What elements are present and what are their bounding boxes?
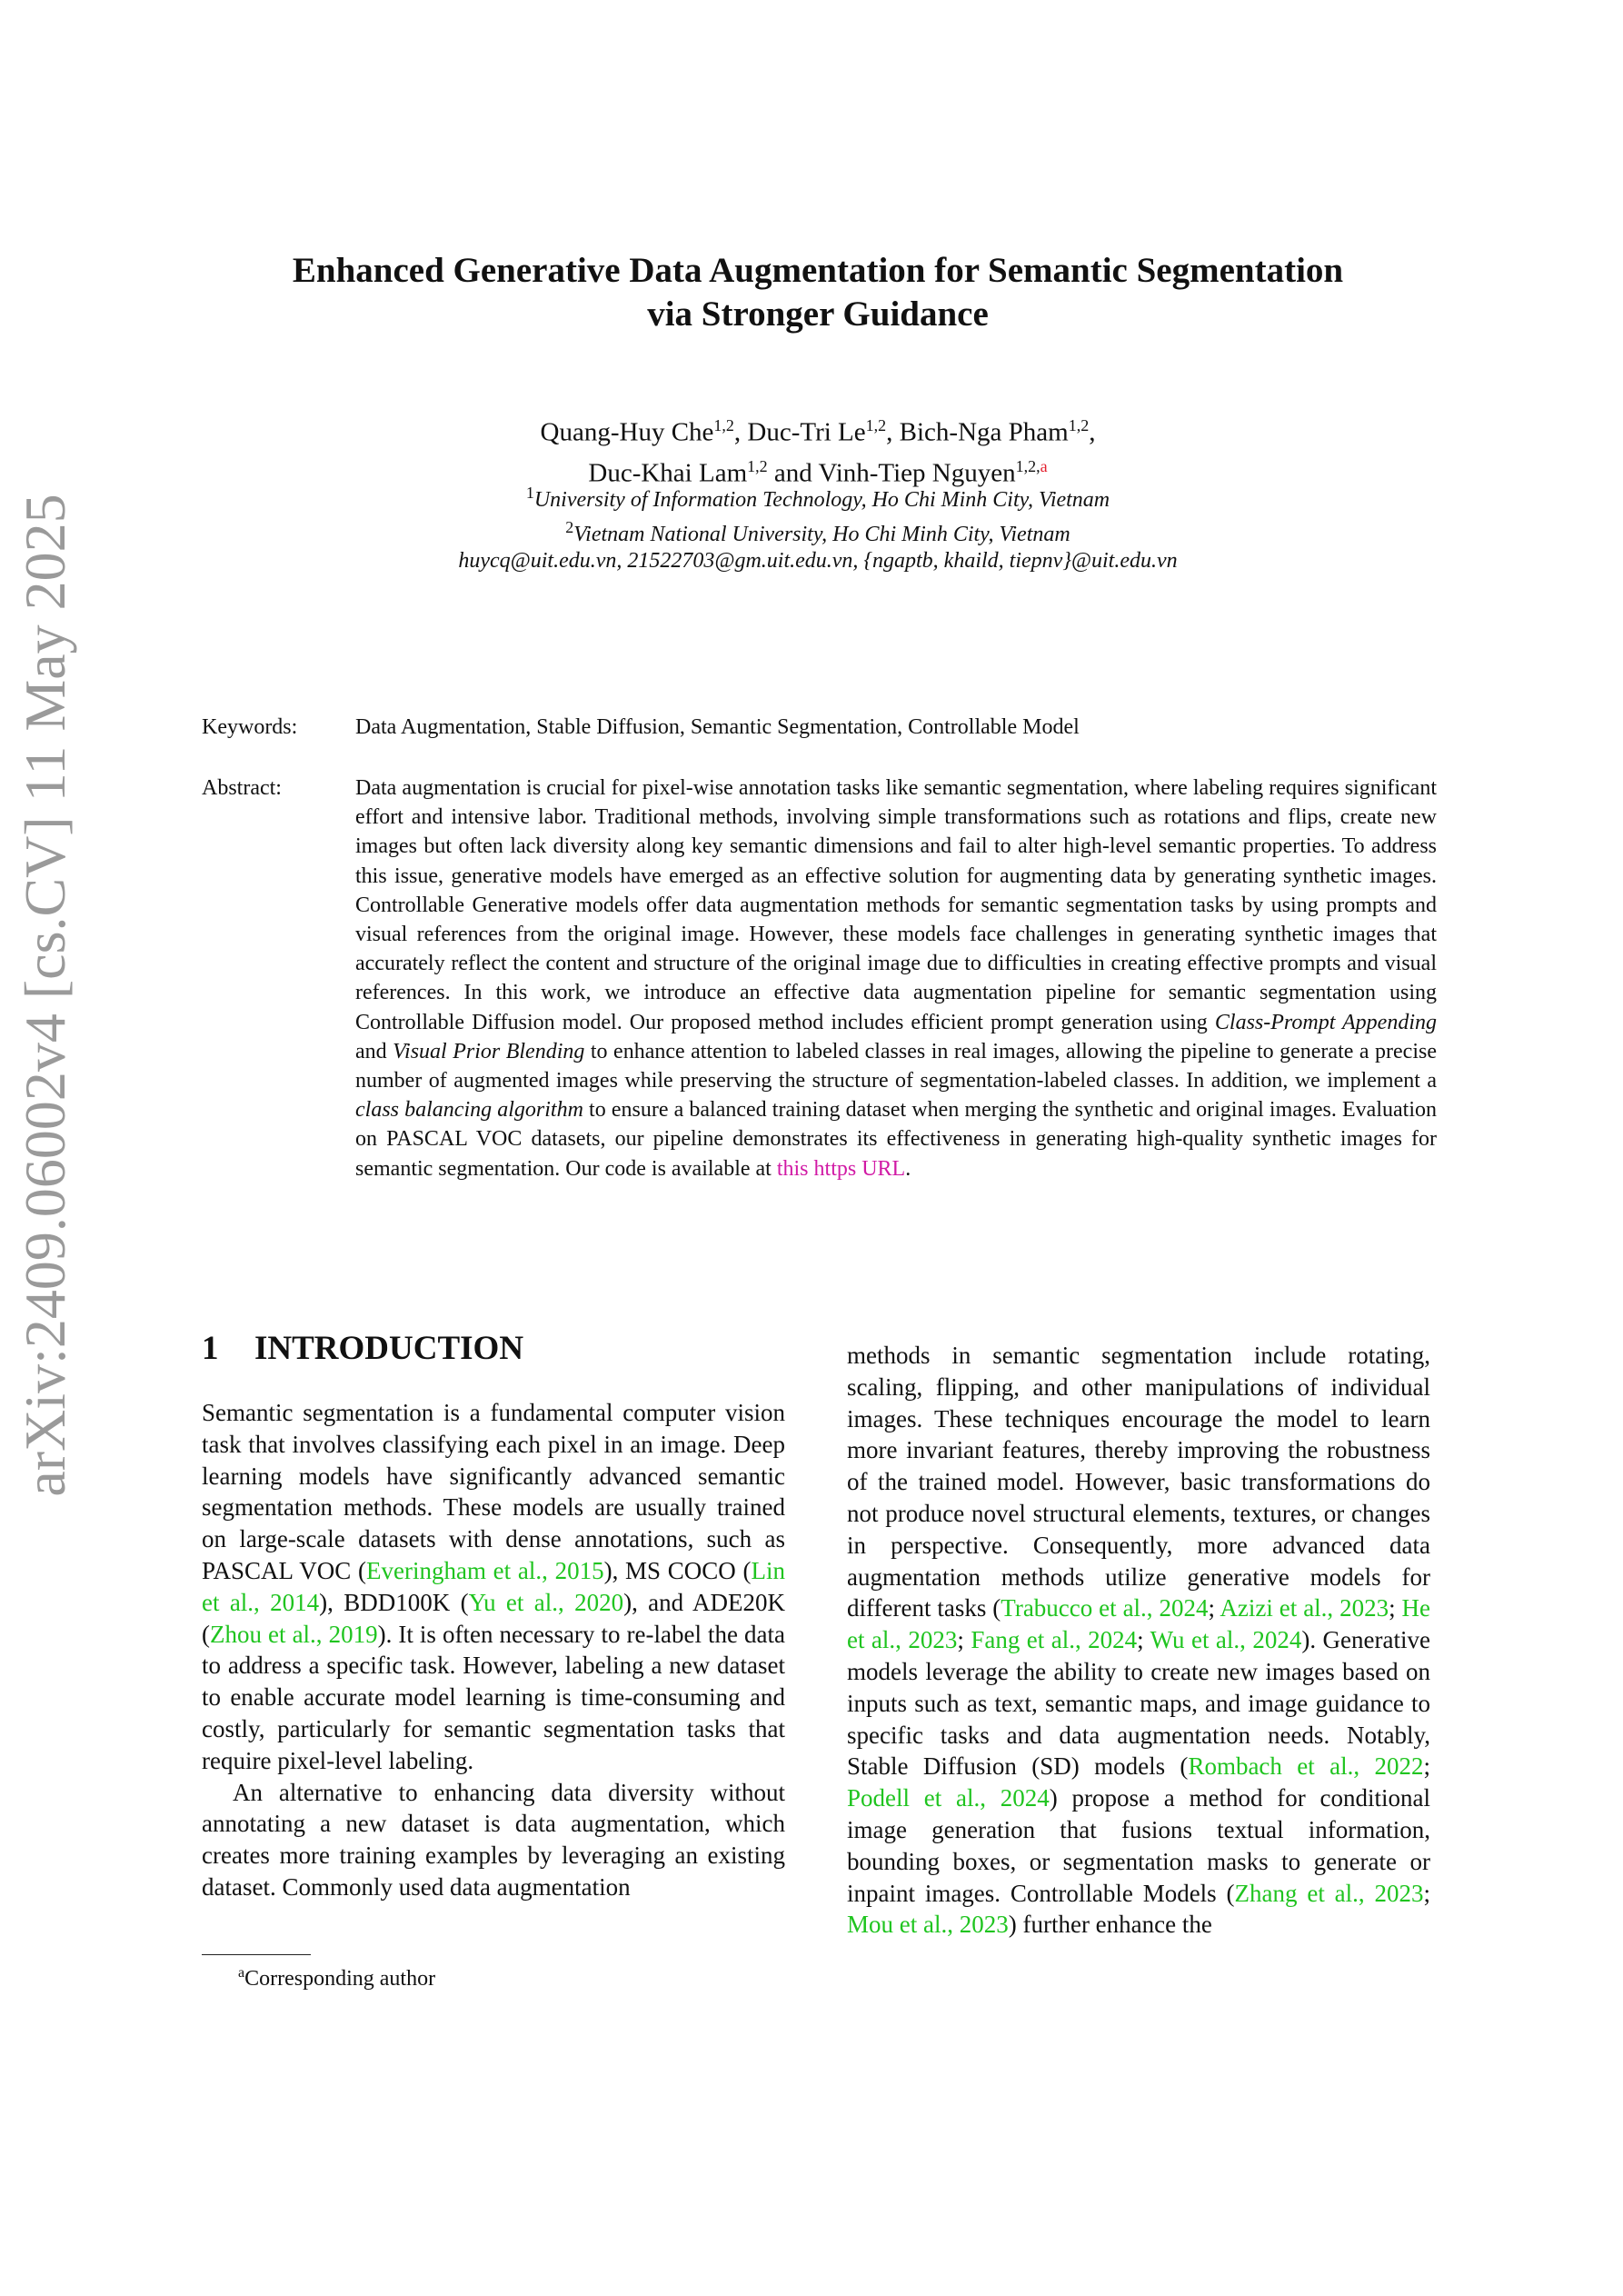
citation-link[interactable]: Azizi et al., 2023 bbox=[1220, 1594, 1389, 1622]
author-line-1: Quang-Huy Che$^{1,2}$, Duc-Tri Le$^{1,2}$, Bich-Nga Pham$^{1,2}$, bbox=[540, 416, 1096, 447]
abstract-span: to enhance attention to labeled classes in real images, allowing the pipeline to generate a precise number of augmented images while preserving the structure of segmentation-labeled classes. In addition, we implement a bbox=[355, 1039, 1437, 1093]
intro-paragraph-1 bbox=[202, 1397, 785, 1777]
affiliation-1 bbox=[182, 478, 1454, 514]
citation-link[interactable]: Everingham et al., 2015 bbox=[366, 1556, 604, 1584]
affiliation-mark: 1 bbox=[525, 484, 534, 502]
citation-link[interactable]: Wu et al., 2024 bbox=[1150, 1626, 1302, 1654]
abstract-span: and bbox=[355, 1039, 393, 1063]
body-text: Semantic segmentation is a fundamental computer vision task that involves classifying each pixel in an image. Deep learning models have significantly advanced semantic segmentation methods. These models are usually trained on large-scale datasets with dense annotations, such as PASCAL VOC ( bbox=[202, 1399, 785, 1584]
section-number: 1 bbox=[202, 1330, 219, 1367]
body-text: ; bbox=[1208, 1594, 1220, 1622]
citation-link[interactable]: Fang et al., 2024 bbox=[971, 1626, 1138, 1654]
author-affil-mark: 1,2 bbox=[747, 456, 768, 475]
author-name: Vinh-Tiep Nguyen bbox=[818, 458, 1016, 488]
body-text: ; bbox=[1423, 1879, 1430, 1907]
title-line-2: via Stronger Guidance bbox=[647, 294, 989, 334]
left-column bbox=[202, 1397, 785, 1903]
citation-link[interactable]: Zhang et al., 2023 bbox=[1234, 1879, 1424, 1907]
body-text: ) further enhance the bbox=[1008, 1911, 1212, 1939]
abstract-emphasis: Class-Prompt Appending bbox=[1214, 1010, 1437, 1034]
citation-link[interactable]: Trabucco et al., 2024 bbox=[1001, 1594, 1209, 1622]
footnote-mark: a bbox=[238, 1965, 245, 1981]
right-column bbox=[847, 1340, 1430, 1941]
citation-link[interactable]: Podell et al., 2024 bbox=[847, 1784, 1050, 1812]
citation-link[interactable]: Zhou et al., 2019 bbox=[210, 1620, 378, 1648]
footnote-text: Corresponding author bbox=[244, 1967, 436, 1991]
body-text: ; bbox=[1423, 1752, 1430, 1781]
author-emails: huycq@uit.edu.vn, 21522703@gm.uit.edu.vn, {ngaptb, khaild, tiepnv}@uit.edu.vn bbox=[458, 549, 1178, 573]
affiliation-mark: 2 bbox=[565, 518, 574, 536]
body-text: ), BDD100K ( bbox=[319, 1588, 469, 1616]
author-affil-mark: 1,2 bbox=[1068, 416, 1090, 434]
body-text: ; bbox=[1137, 1626, 1150, 1654]
body-text: ), and ADE20K ( bbox=[202, 1588, 785, 1648]
author-name: Bich-Nga Pham bbox=[899, 417, 1069, 447]
abstract-emphasis: Visual Prior Blending bbox=[393, 1039, 585, 1063]
author-name: Duc-Khai Lam bbox=[588, 458, 748, 488]
affiliation-2 bbox=[182, 513, 1454, 549]
citation-link[interactable]: Rombach et al., 2022 bbox=[1188, 1752, 1424, 1781]
intro-paragraph-2-continued bbox=[847, 1340, 1430, 1941]
citation-link[interactable]: Lin et al., 2014 bbox=[202, 1556, 785, 1616]
body-text: methods in semantic segmentation include rotating, scaling, flipping, and other manipulations of individual images. These techniques encourage the model to learn more invariant features, thereby improving the robustness of the trained model. However, basic transformations do not produce novel structural elements, textures, or changes in perspective. Consequently, more advanced data augmentation methods utilize generative models for different tasks ( bbox=[847, 1342, 1430, 1622]
author-name: Duc-Tri Le bbox=[747, 417, 866, 447]
body-text: ). It is often necessary to re-label the data to address a specific task. However, labeling a new dataset to enable accurate model learning is time-consuming and costly, particularly for semantic segmentation tasks that require pixel-level labeling. bbox=[202, 1620, 785, 1774]
body-text: ) propose a method for conditional image generation that fusions textual information, bounding boxes, or segmentation masks to generate or inpaint images. Controllable Models ( bbox=[847, 1784, 1430, 1907]
abstract-span: to ensure a balanced training dataset when merging the synthetic and original images. Evaluation on PASCAL VOC datasets, our pipeline demonstrates its effectiveness in generating high-quality synthetic images for semantic segmentation. Our code is available at bbox=[355, 1098, 1437, 1181]
citation-link[interactable]: Mou et al., 2023 bbox=[847, 1911, 1009, 1939]
section-title: INTRODUCTION bbox=[254, 1330, 524, 1367]
citation-link[interactable]: Yu et al., 2020 bbox=[468, 1588, 624, 1616]
title-line-1: Enhanced Generative Data Augmentation for Semantic Segmentation bbox=[292, 251, 1344, 290]
author-affil-mark: 1,2, bbox=[1015, 456, 1041, 475]
body-text: ; bbox=[957, 1626, 971, 1654]
author-affil-mark: 1,2 bbox=[713, 416, 734, 434]
citation-link[interactable]: He et al., 2023 bbox=[847, 1594, 1431, 1654]
author-name: Quang-Huy Che bbox=[540, 417, 714, 447]
author-conjunction: and bbox=[773, 458, 812, 488]
paper-title bbox=[182, 249, 1454, 336]
section-heading-introduction bbox=[202, 1329, 523, 1369]
corresponding-author-mark[interactable]: a bbox=[1040, 456, 1048, 475]
body-text: ), MS COCO ( bbox=[603, 1556, 752, 1584]
abstract-label: Abstract: bbox=[202, 776, 282, 800]
keywords-label: Keywords: bbox=[202, 715, 298, 739]
code-url-link[interactable]: this https URL bbox=[776, 1156, 906, 1181]
footnote-rule bbox=[202, 1954, 311, 1955]
arxiv-stamp: arXiv:2409.06002v4 [cs.CV] 11 May 2025 bbox=[13, 494, 77, 1497]
body-text: ). Generative models leverage the ability to create new images based on inputs such as text, semantic maps, and image guidance to specific tasks and data augmentation needs. Notably, Stable Diffusion (SD) models ( bbox=[847, 1626, 1430, 1781]
footnote bbox=[238, 1959, 435, 1993]
affiliation-text: University of Information Technology, Ho Chi Minh City, Vietnam bbox=[533, 488, 1110, 512]
affiliation-text: Vietnam National University, Ho Chi Minh City, Vietnam bbox=[573, 523, 1070, 546]
body-text: ; bbox=[1389, 1594, 1402, 1622]
keywords-text: Data Augmentation, Stable Diffusion, Semantic Segmentation, Controllable Model bbox=[355, 715, 1080, 739]
intro-paragraph-2: An alternative to enhancing data diversity without annotating a new dataset is data augmentation, which creates more training examples by leveraging an existing dataset. Commonly used data augmentation bbox=[202, 1778, 785, 1901]
abstract-emphasis: class balancing algorithm bbox=[355, 1098, 583, 1123]
abstract-text bbox=[355, 774, 1437, 1183]
abstract-span: Data augmentation is crucial for pixel-wise annotation tasks like semantic segmentation, where labeling requires significant effort and intensive labor. Traditional methods, involving simple transformations such as rotations and flips, create new images but often lack diversity along key semantic dimensions and fail to alter high-level semantic properties. To address this issue, generative models have emerged as an effective solution for augmenting data by generating synthetic images. Controllable Generative models offer data augmentation methods for semantic segmentation tasks by using prompts and visual references from the original image. However, these models face challenges in generating synthetic images that accurately reflect the content and structure of the original image due to difficulties in creating effective prompts and visual references. In this work, we introduce an effective data augmentation pipeline for semantic segmentation using Controllable Diffusion model. Our proposed method includes efficient prompt generation using bbox=[355, 776, 1437, 1034]
abstract-span: . bbox=[905, 1156, 911, 1181]
author-affil-mark: 1,2 bbox=[865, 416, 887, 434]
